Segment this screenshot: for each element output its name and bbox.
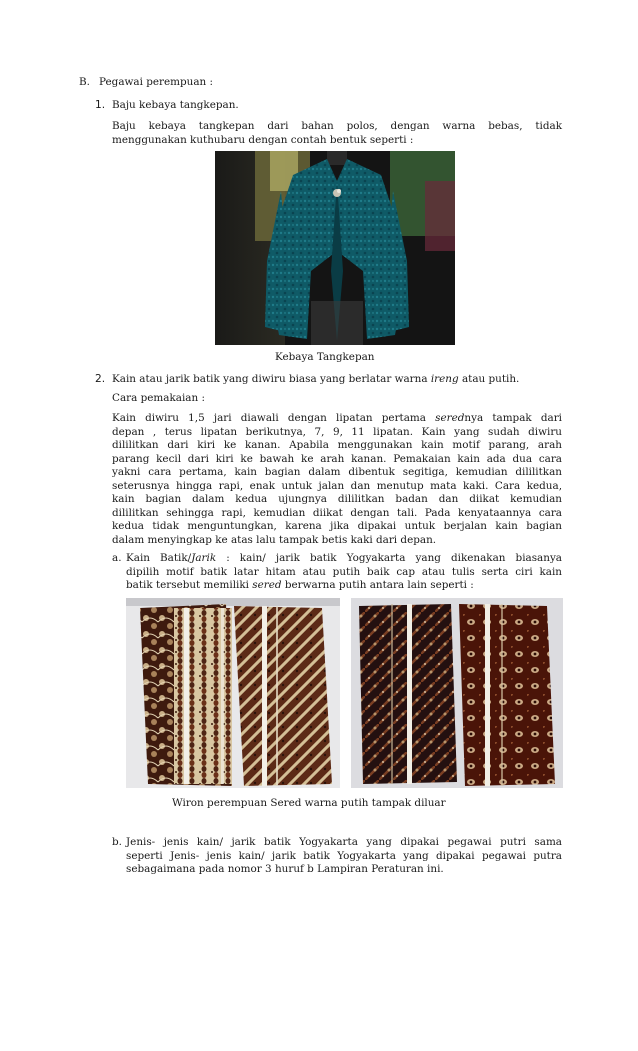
cara-paragraph-line-2: depan , terus lipatan berikutnya, 7, 9, 11 lipatan. Kain yang sudah diwiru bbox=[112, 425, 562, 438]
section-b-label: B. bbox=[79, 76, 90, 88]
batik-photo-left bbox=[126, 598, 340, 788]
cara-paragraph-line-4: parang kecil dari kiri ke bawah ke arah kanan. Pemakaian kain ada dua cara bbox=[112, 452, 562, 465]
sub-b-line-2: seperti Jenis- jenis kain/ jarik batik Yogyakarta yang dipakai pegawai putra bbox=[126, 849, 562, 862]
item-1-desc-line-2: menggunakan kuthubaru dengan contah bentuk seperti : bbox=[112, 134, 414, 146]
cara-paragraph-line-6: seterusnya hingga rapi, enak untuk jalan dan menutup mata kaki. Cara kedua, bbox=[112, 479, 562, 492]
sub-a-line-2: dipilih motif batik latar hitam atau putih baik cap atau tulis serta ciri kain bbox=[126, 565, 562, 578]
wiron-caption: Wiron perempuan Sered warna putih tampak diluar bbox=[172, 797, 446, 809]
item-1-title: Baju kebaya tangkepan. bbox=[112, 99, 239, 111]
kebaya-tangkepan-photo bbox=[215, 151, 455, 345]
cara-paragraph-line-7: kain bagian dalam kedua ujungnya dililitkan badan dan diikat kemudian bbox=[112, 493, 562, 505]
cara-paragraph-line-10: dalam menyingkap ke atas lalu tampak betis kaki dari depan. bbox=[112, 533, 437, 546]
batik-photo-right bbox=[351, 598, 563, 788]
cara-paragraph-line-3: dililitkan dari kiri ke kanan. Apabila menggunakan kain motif parang, arah bbox=[112, 439, 562, 451]
sub-a-label: a. bbox=[112, 552, 122, 564]
item-2-title: Kain atau jarik batik yang diwiru biasa yang berlatar warna ireng atau putih. bbox=[112, 373, 520, 385]
cara-paragraph-line-9: kedua tidak menguntungkan, karena jika dipakai untuk berjalan kain bagian bbox=[112, 520, 562, 532]
sub-b-label: b. bbox=[112, 836, 122, 848]
cara-paragraph-line-8: dililitkan sehingga rapi, kemudian diikat dengan tali. Pada kenyataannya cara bbox=[112, 506, 562, 519]
cara-paragraph-line-1: Kain diwiru 1,5 jari diawali dengan lipatan pertama serednya tampak dari bbox=[112, 412, 562, 424]
item-1-number: 1. bbox=[95, 99, 106, 111]
item-1-desc-line-1: Baju kebaya tangkepan dari bahan polos, dengan warna bebas, tidak bbox=[112, 120, 562, 132]
cara-pemakaian-label: Cara pemakaian : bbox=[112, 392, 205, 404]
sub-b-line-3: sebagaimana pada nomor 3 huruf b Lampiran Peraturan ini. bbox=[126, 863, 444, 875]
sub-a-line-3: batik tersebut memiliki sered berwarna putih antara lain seperti : bbox=[126, 579, 474, 591]
cara-paragraph-line-5: yakni cara pertama, kain bagian dalam dibentuk segitiga, kemudian dililitkan bbox=[112, 466, 562, 478]
sub-b-line-1: Jenis- jenis kain/ jarik batik Yogyakarta yang dipakai pegawai putri sama bbox=[126, 836, 562, 848]
kebaya-caption: Kebaya Tangkepan bbox=[275, 351, 375, 363]
section-b-heading: Pegawai perempuan : bbox=[99, 76, 214, 88]
item-2-number: 2. bbox=[95, 373, 106, 385]
sub-a-line-1: Kain Batik/Jarik : kain/ jarik batik Yogyakarta yang dikenakan biasanya bbox=[126, 552, 563, 564]
